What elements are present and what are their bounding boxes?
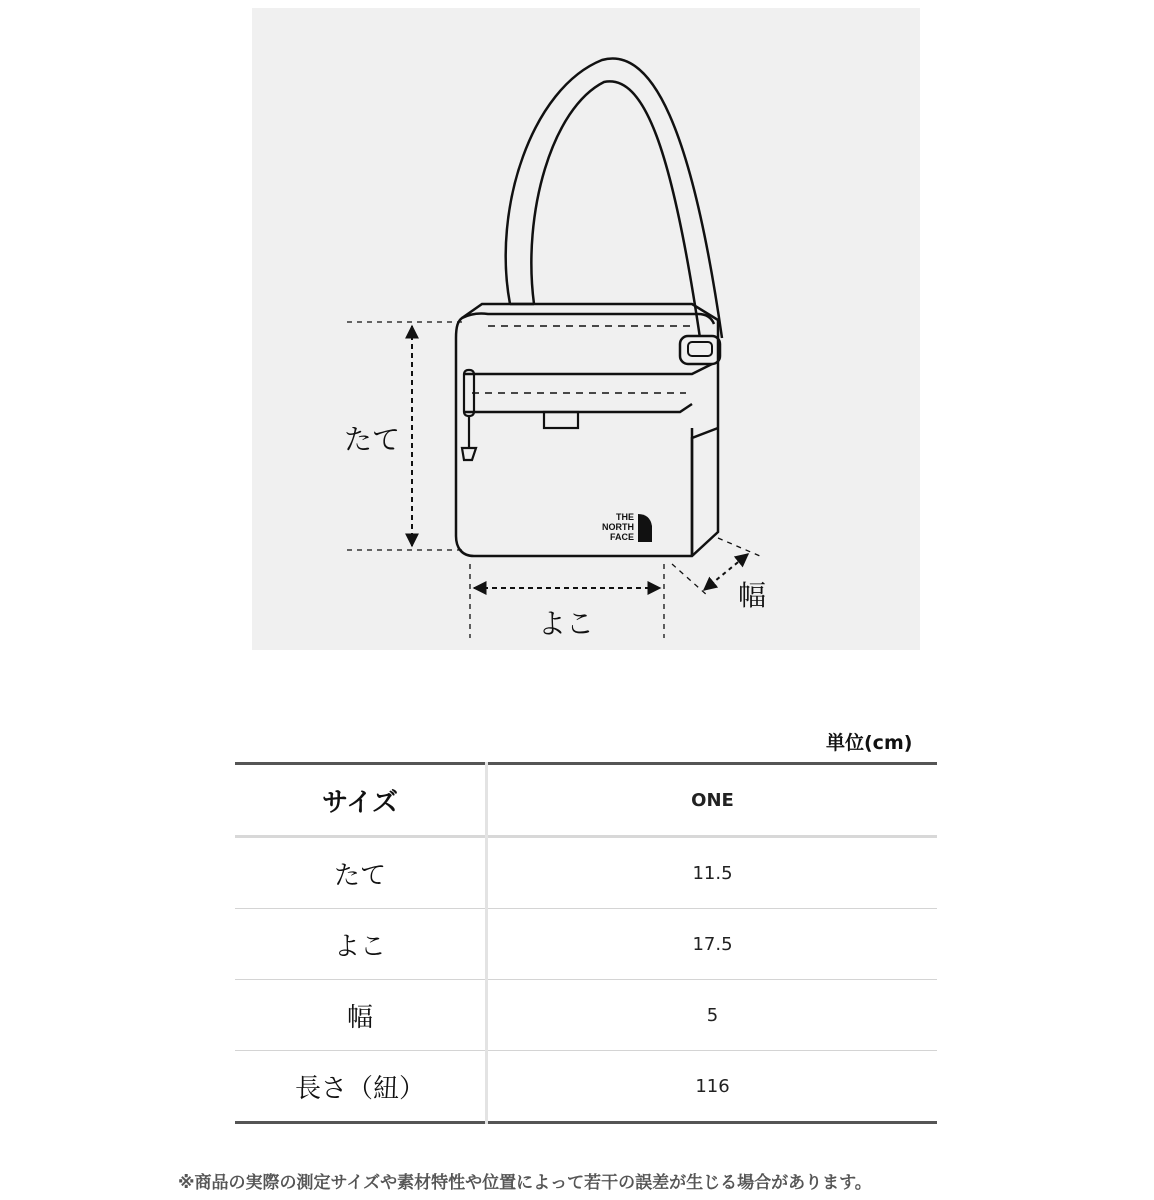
table-row	[235, 837, 937, 909]
zipper-pull	[462, 370, 476, 460]
bag-tab	[544, 412, 578, 428]
size-table	[235, 762, 937, 1124]
row-value-depth: 5	[706, 1004, 719, 1026]
bag-strap	[506, 58, 722, 338]
row-label-height: たて	[235, 837, 487, 909]
shoulder-bag-illustration	[252, 8, 920, 650]
svg-text:FACE: FACE	[609, 532, 634, 542]
svg-text:THE: THE	[616, 512, 634, 522]
row-label-width: よこ	[235, 909, 487, 980]
brand-logo	[602, 512, 652, 542]
unit-label: 単位(cm)	[826, 732, 913, 754]
bag-body	[456, 304, 718, 556]
row-label-depth: 幅	[235, 980, 487, 1051]
table-header-label: サイズ	[235, 764, 487, 837]
table-row	[235, 980, 937, 1051]
row-value-width: 17.5	[692, 933, 733, 955]
product-diagram	[252, 8, 920, 650]
depth-label: 幅	[738, 579, 767, 612]
table-row	[235, 909, 937, 980]
width-label: よこ	[538, 607, 595, 640]
strap-buckle	[680, 336, 720, 364]
svg-text:NORTH: NORTH	[602, 522, 634, 532]
table-header-row	[235, 764, 937, 837]
row-value-strap-length: 116	[695, 1075, 730, 1097]
height-label: たて	[344, 423, 401, 456]
table-header-value: ONE	[691, 789, 734, 811]
table-row	[235, 1051, 937, 1123]
bag-zipper	[464, 364, 712, 412]
footnote: ※商品の実際の測定サイズや素材特性や位置によって若干の誤差が生じる場合があります。	[178, 1173, 872, 1193]
row-label-strap-length: 長さ（紐）	[235, 1051, 487, 1123]
row-value-height: 11.5	[692, 862, 733, 884]
